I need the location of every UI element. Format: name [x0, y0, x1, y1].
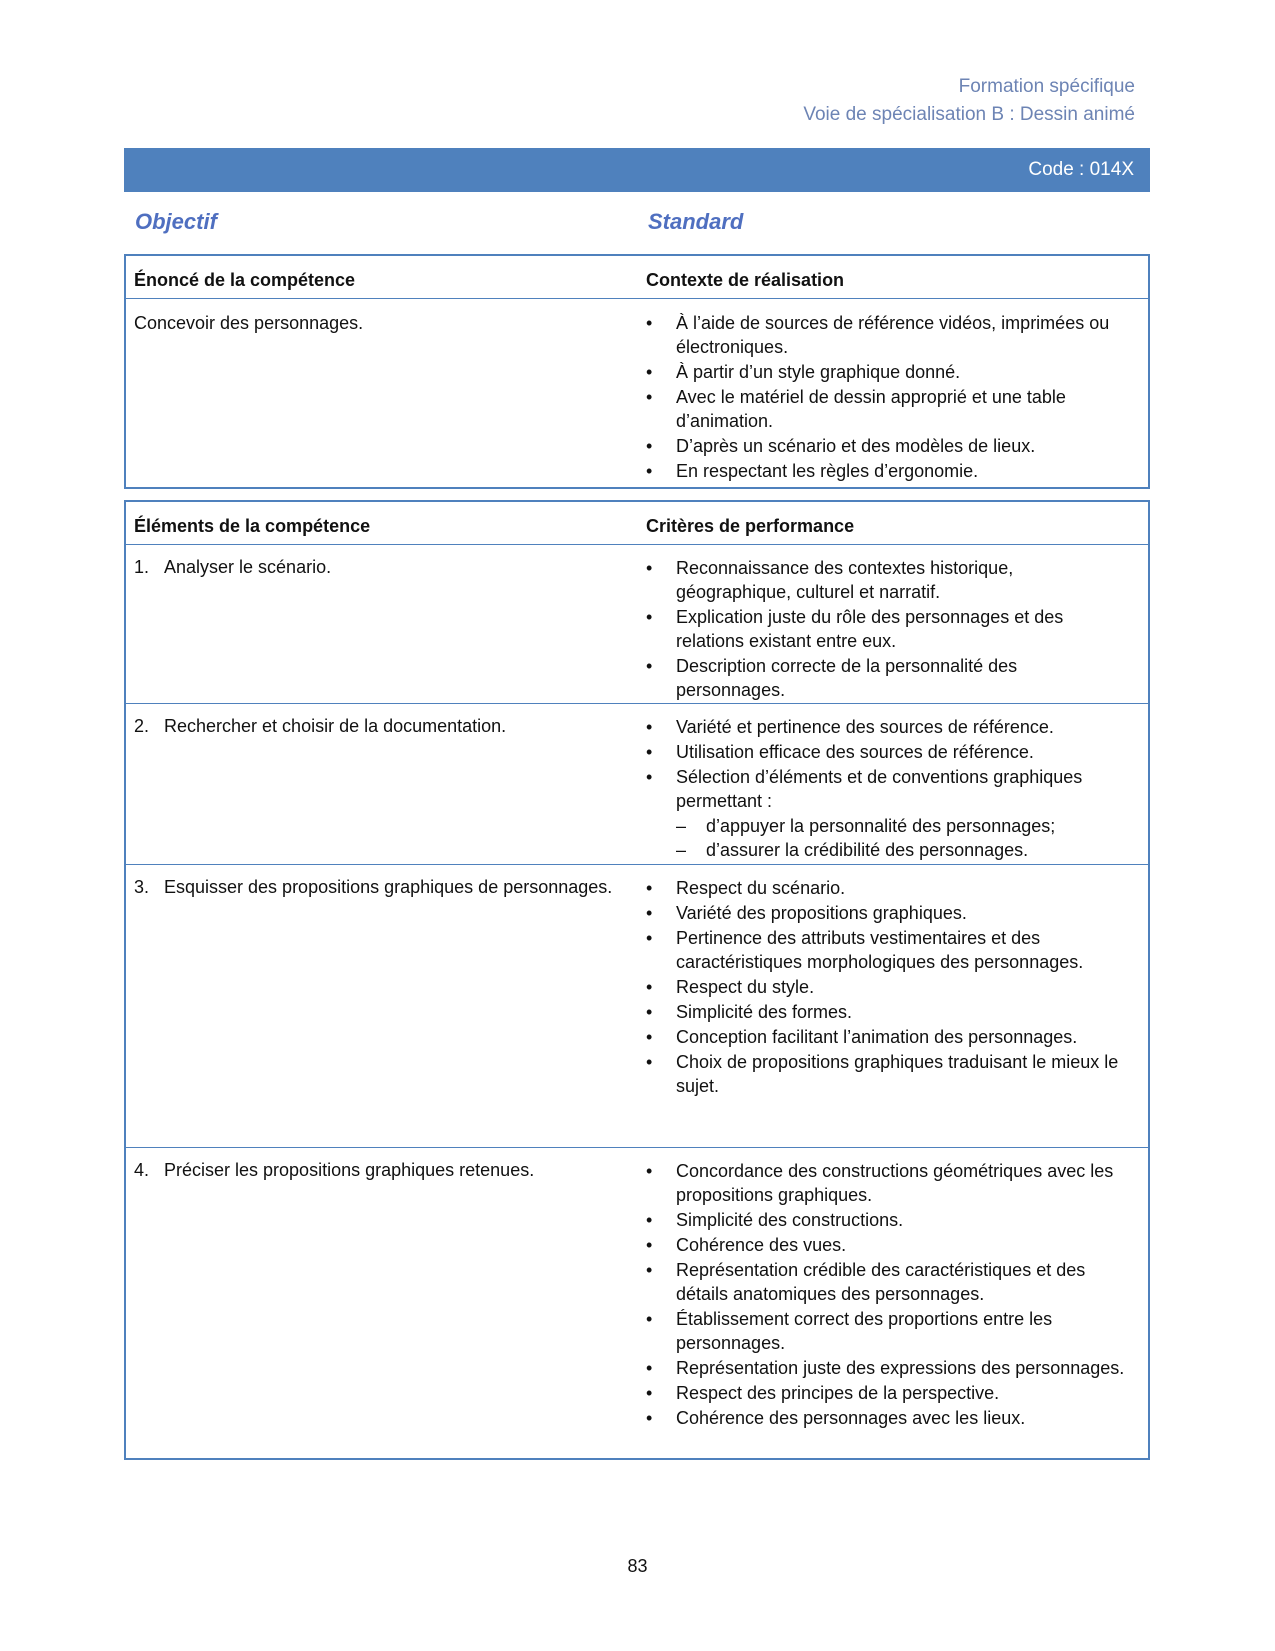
critere-item: • Simplicité des formes.: [646, 1002, 853, 1022]
code-bar: [124, 148, 1150, 192]
critere-item: • Variété et pertinence des sources de référence.: [646, 717, 1054, 737]
sub-critere-item: – d’assurer la crédibilité des personnages.: [676, 840, 1029, 860]
criteres-list: [646, 1159, 1126, 1430]
critere-item: • Sélection d’éléments et de conventions graphiques permettant :: [646, 767, 1083, 811]
contexte-item: • D’après un scénario et des modèles de lieux.: [646, 436, 1036, 456]
competence-body-row: [126, 299, 1148, 487]
criteres-list: [646, 715, 1126, 813]
contexte-item: • À partir d’un style graphique donné.: [646, 362, 961, 382]
critere-item: • Respect des principes de la perspective.: [646, 1383, 1000, 1403]
element-text: 1. Analyser le scénario.: [134, 557, 332, 577]
critere-item: • Simplicité des constructions.: [646, 1210, 904, 1230]
table-row: [126, 704, 1148, 865]
contexte-item: • À l’aide de sources de référence vidéos, imprimées ou électroniques.: [646, 313, 1110, 357]
criteres-list: [646, 556, 1126, 702]
competence-table: [124, 254, 1150, 489]
criteres-list: [646, 876, 1126, 1098]
critere-item: • Variété des propositions graphiques.: [646, 903, 967, 923]
element-text: 4. Préciser les propositions graphiques retenues.: [134, 1160, 535, 1180]
contexte-item: • Avec le matériel de dessin approprié et une table d’animation.: [646, 387, 1066, 431]
critere-item: • Respect du style.: [646, 977, 815, 997]
critere-item: • Description correcte de la personnalité des personnages.: [646, 656, 1018, 700]
enonce-text: Concevoir des personnages.: [134, 313, 364, 333]
critere-item: • Cohérence des personnages avec les lieux.: [646, 1408, 1026, 1428]
element-text: 2. Rechercher et choisir de la documentation.: [134, 716, 507, 736]
program-title: Formation spécifique: [958, 76, 1135, 97]
critere-item: • Conception facilitant l’animation des personnages.: [646, 1027, 1078, 1047]
standard-label: Standard: [648, 209, 744, 234]
critere-item: • Respect du scénario.: [646, 878, 846, 898]
sub-criteres-list: [646, 814, 1126, 862]
table-row: [126, 545, 1148, 704]
contexte-header: Contexte de réalisation: [646, 270, 845, 290]
critere-item: • Utilisation efficace des sources de référence.: [646, 742, 1034, 762]
critere-item: • Représentation juste des expressions des personnages.: [646, 1358, 1125, 1378]
table-row: [126, 1148, 1148, 1458]
table-row: [126, 865, 1148, 1148]
critere-item: • Reconnaissance des contextes historique, géographique, culturel et narratif.: [646, 558, 1014, 602]
specialization-title: Voie de spécialisation B : Dessin animé: [803, 104, 1135, 125]
criteres-header: Critères de performance: [646, 516, 855, 536]
competence-header-row: [126, 256, 1148, 299]
elements-table: [124, 500, 1150, 1460]
critere-item: • Représentation crédible des caractéristiques et des détails anatomiques des personnages.: [646, 1260, 1086, 1304]
critere-item: • Choix de propositions graphiques traduisant le mieux le sujet.: [646, 1052, 1119, 1096]
critere-item: • Concordance des constructions géométriques avec les propositions graphiques.: [646, 1161, 1114, 1205]
page-number: 83: [627, 1556, 648, 1576]
critere-item: • Explication juste du rôle des personnages et des relations existant entre eux.: [646, 607, 1064, 651]
competency-code: Code : 014X: [1028, 159, 1134, 180]
enonce-header: Énoncé de la compétence: [134, 270, 356, 290]
elements-header: Éléments de la compétence: [134, 516, 371, 536]
sub-critere-item: – d’appuyer la personnalité des personnages;: [676, 816, 1056, 836]
element-text: 3. Esquisser des propositions graphiques de personnages.: [134, 877, 613, 897]
objectif-label: Objectif: [135, 209, 217, 234]
elements-header-row: [126, 502, 1148, 545]
critere-item: • Cohérence des vues.: [646, 1235, 847, 1255]
contexte-item: • En respectant les règles d’ergonomie.: [646, 461, 979, 481]
critere-item: • Établissement correct des proportions entre les personnages.: [646, 1309, 1053, 1353]
contexte-list: [646, 311, 1126, 483]
critere-item: • Pertinence des attributs vestimentaires et des caractéristiques morphologiques des personnages.: [646, 928, 1084, 972]
